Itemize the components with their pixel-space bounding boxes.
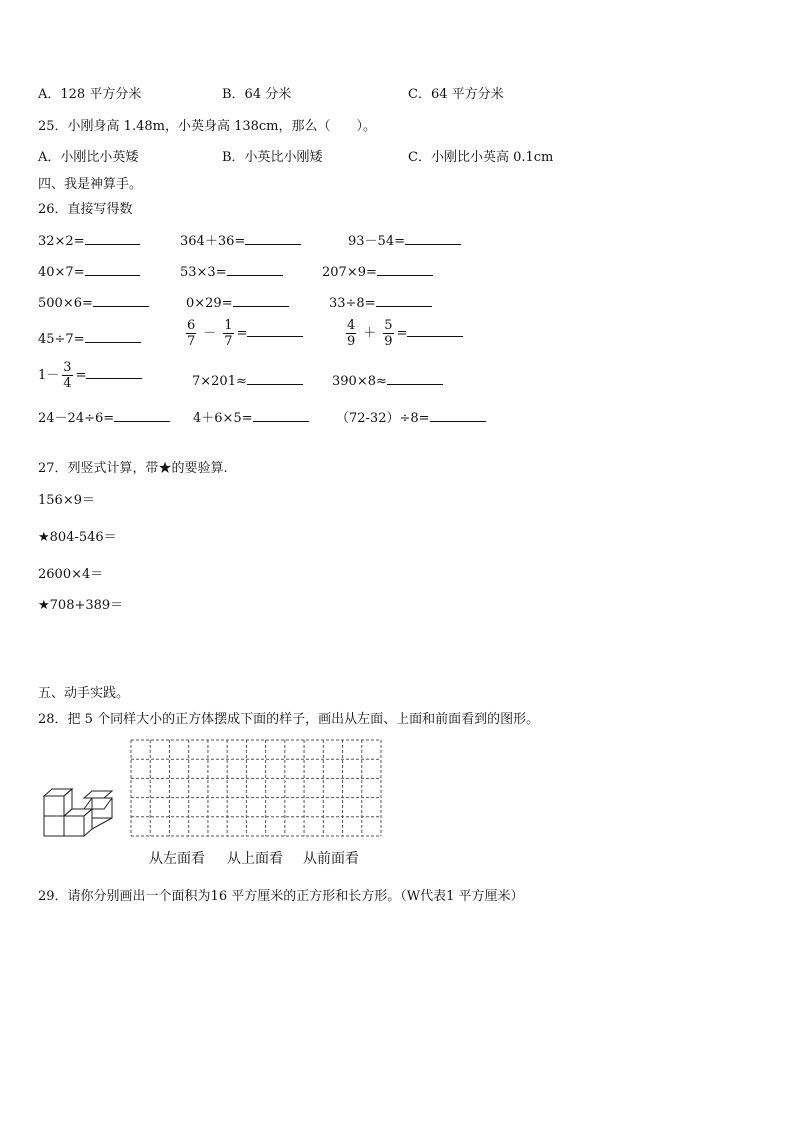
answer-blank[interactable]: [405, 230, 461, 245]
q26-r4-c: $\frac{4}{9}$ ＋ $\frac{5}{9}$ =: [343, 319, 463, 348]
q27-item-1: 156×9＝: [38, 493, 95, 508]
answer-blank[interactable]: [245, 230, 301, 245]
q25-option-c: C．小刚比小英高 0.1cm: [408, 150, 554, 165]
q26-r2-a: 40×7=: [38, 261, 140, 280]
q26-r3-b: 0×29=: [186, 292, 289, 311]
q26-r4-a: 45÷7=: [38, 328, 141, 347]
answer-blank[interactable]: [387, 370, 443, 385]
fraction: $\frac{4}{9}$: [347, 318, 356, 349]
answer-blank[interactable]: [85, 230, 140, 245]
q26-r5-c: 390×8≈: [332, 370, 443, 389]
q26-r2-b: 53×3=: [180, 261, 283, 280]
answer-blank[interactable]: [247, 322, 303, 337]
fraction: $\frac{6}{7}$: [187, 318, 196, 349]
q26-title: 26．直接写得数: [38, 202, 133, 217]
section-4-heading: 四、我是神算手。: [38, 177, 143, 192]
q29-title: 29．请你分别画出一个面积为16 平方厘米的正方形和长方形。（W代表1 平方厘米）: [38, 889, 524, 904]
drawing-grid[interactable]: [130, 739, 382, 837]
q24-option-a: A．128 平方分米: [38, 87, 142, 102]
fraction: $\frac{1}{7}$: [224, 318, 233, 349]
cube-stack-figure: [40, 785, 116, 840]
q24-option-b: B．64 分米: [222, 87, 292, 102]
q26-r5-a: 1－ $\frac{3}{4}$ =: [38, 361, 142, 390]
answer-blank[interactable]: [377, 261, 433, 276]
q26-r4-b: $\frac{6}{7}$ － $\frac{1}{7}$ =: [183, 319, 303, 348]
q25-stem: 25．小刚身高 1.48m，小英身高 138cm，那么（ ）。: [38, 119, 377, 134]
answer-blank[interactable]: [114, 407, 170, 422]
answer-blank[interactable]: [85, 328, 141, 343]
answer-blank[interactable]: [430, 407, 486, 422]
view-label-front: 从前面看: [303, 851, 359, 867]
q26-r5-b: 7×201≈: [192, 370, 303, 389]
q24-option-c: C．64 平方分米: [408, 87, 504, 102]
answer-blank[interactable]: [247, 370, 303, 385]
fraction: $\frac{3}{4}$: [63, 360, 72, 391]
q26-r3-c: 33÷8=: [329, 292, 432, 311]
answer-blank[interactable]: [253, 407, 309, 422]
q26-r1-a: 32×2=: [38, 230, 140, 249]
q26-r1-b: 364＋36=: [180, 230, 301, 249]
answer-blank[interactable]: [85, 261, 140, 276]
q27-item-4: ★708+389＝: [38, 598, 124, 613]
view-label-left: 从左面看: [149, 851, 205, 867]
q26-r1-c: 93－54=: [348, 230, 461, 249]
answer-blank[interactable]: [233, 292, 289, 307]
q28-title: 28．把 5 个同样大小的正方体摆成下面的样子，画出从左面、上面和前面看到的图形。: [38, 712, 540, 727]
answer-blank[interactable]: [407, 322, 463, 337]
q25-option-a: A．小刚比小英矮: [38, 150, 139, 165]
q27-title: 27．列竖式计算，带★的要验算.: [38, 461, 228, 476]
q26-r2-c: 207×9=: [322, 261, 433, 280]
view-label-top: 从上面看: [227, 851, 283, 867]
q27-item-3: 2600×4＝: [38, 567, 104, 582]
q26-r6-b: 4＋6×5=: [193, 407, 309, 426]
q26-r6-a: 24－24÷6=: [38, 407, 170, 426]
answer-blank[interactable]: [227, 261, 283, 276]
answer-blank[interactable]: [93, 292, 149, 307]
answer-blank[interactable]: [86, 364, 142, 379]
answer-blank[interactable]: [376, 292, 432, 307]
q27-item-2: ★804-546＝: [38, 530, 117, 545]
section-5-heading: 五、动手实践。: [38, 686, 130, 701]
q25-option-b: B．小英比小刚矮: [222, 150, 323, 165]
fraction: $\frac{5}{9}$: [384, 318, 393, 349]
q26-r6-c: （72-32）÷8=: [336, 407, 486, 426]
q26-r3-a: 500×6=: [38, 292, 149, 311]
